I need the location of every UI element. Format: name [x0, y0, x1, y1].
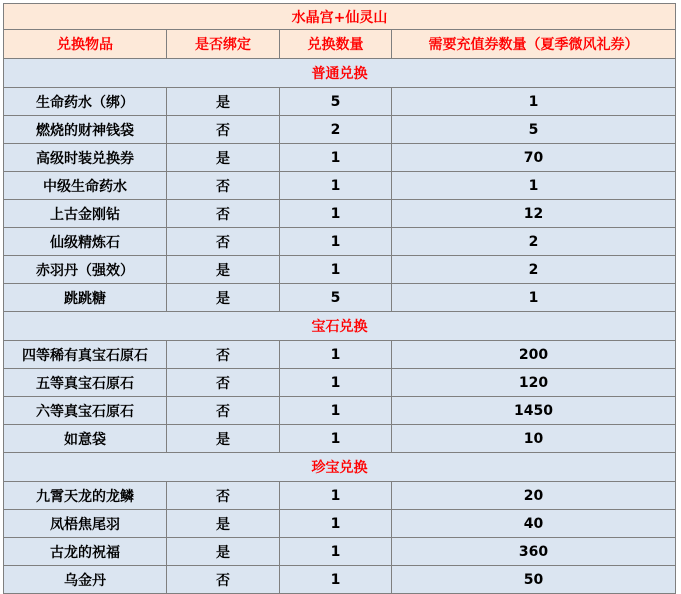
bound-cell: 是 — [167, 88, 280, 116]
item-name-cell: 仙级精炼石 — [4, 228, 167, 256]
section-row — [4, 312, 676, 341]
table-row — [4, 425, 676, 453]
voucher-cost-cell: 40 — [392, 510, 676, 538]
voucher-cost-cell: 10 — [392, 425, 676, 453]
voucher-cost-cell: 2 — [392, 256, 676, 284]
quantity-cell: 1 — [280, 482, 392, 510]
quantity-cell: 1 — [280, 538, 392, 566]
bound-cell: 是 — [167, 284, 280, 312]
header-row — [4, 30, 676, 59]
bound-cell: 是 — [167, 538, 280, 566]
table-title: 水晶宫+仙灵山 — [4, 4, 676, 30]
voucher-cost-cell: 360 — [392, 538, 676, 566]
table-row — [4, 341, 676, 369]
item-name-cell: 九霄天龙的龙鳞 — [4, 482, 167, 510]
item-name-cell: 五等真宝石原石 — [4, 369, 167, 397]
exchange-table — [3, 3, 676, 594]
bound-cell: 否 — [167, 200, 280, 228]
item-name-cell: 如意袋 — [4, 425, 167, 453]
table-row — [4, 116, 676, 144]
item-name-cell: 上古金刚钻 — [4, 200, 167, 228]
table-row — [4, 482, 676, 510]
item-name-cell: 凤梧焦尾羽 — [4, 510, 167, 538]
item-name-cell: 古龙的祝福 — [4, 538, 167, 566]
bound-cell: 否 — [167, 369, 280, 397]
section-title: 珍宝兑换 — [4, 453, 676, 482]
voucher-cost-cell: 120 — [392, 369, 676, 397]
voucher-cost-cell: 1 — [392, 284, 676, 312]
item-name-cell: 四等稀有真宝石原石 — [4, 341, 167, 369]
table-row — [4, 510, 676, 538]
quantity-cell: 2 — [280, 116, 392, 144]
section-title: 普通兑换 — [4, 59, 676, 88]
quantity-cell: 1 — [280, 369, 392, 397]
voucher-cost-cell: 50 — [392, 566, 676, 594]
quantity-cell: 1 — [280, 256, 392, 284]
voucher-cost-cell: 2 — [392, 228, 676, 256]
quantity-cell: 1 — [280, 144, 392, 172]
item-name-cell: 六等真宝石原石 — [4, 397, 167, 425]
header-bound: 是否绑定 — [167, 30, 280, 59]
quantity-cell: 1 — [280, 341, 392, 369]
quantity-cell: 1 — [280, 425, 392, 453]
table-row — [4, 88, 676, 116]
bound-cell: 否 — [167, 116, 280, 144]
table-row — [4, 200, 676, 228]
table-row — [4, 538, 676, 566]
section-title: 宝石兑换 — [4, 312, 676, 341]
voucher-cost-cell: 200 — [392, 341, 676, 369]
item-name-cell: 赤羽丹（强效） — [4, 256, 167, 284]
quantity-cell: 1 — [280, 200, 392, 228]
bound-cell: 否 — [167, 566, 280, 594]
bound-cell: 否 — [167, 397, 280, 425]
table-row — [4, 284, 676, 312]
bound-cell: 是 — [167, 425, 280, 453]
item-name-cell: 乌金丹 — [4, 566, 167, 594]
table-row — [4, 397, 676, 425]
section-row — [4, 453, 676, 482]
voucher-cost-cell: 20 — [392, 482, 676, 510]
voucher-cost-cell: 5 — [392, 116, 676, 144]
voucher-cost-cell: 70 — [392, 144, 676, 172]
header-quantity: 兑换数量 — [280, 30, 392, 59]
table-row — [4, 172, 676, 200]
quantity-cell: 5 — [280, 284, 392, 312]
quantity-cell: 1 — [280, 510, 392, 538]
bound-cell: 否 — [167, 228, 280, 256]
table-row — [4, 566, 676, 594]
quantity-cell: 1 — [280, 172, 392, 200]
bound-cell: 是 — [167, 144, 280, 172]
bound-cell: 是 — [167, 510, 280, 538]
item-name-cell: 燃烧的财神钱袋 — [4, 116, 167, 144]
bound-cell: 否 — [167, 482, 280, 510]
bound-cell: 否 — [167, 172, 280, 200]
quantity-cell: 5 — [280, 88, 392, 116]
voucher-cost-cell: 1 — [392, 88, 676, 116]
bound-cell: 是 — [167, 256, 280, 284]
quantity-cell: 1 — [280, 566, 392, 594]
table-row — [4, 256, 676, 284]
voucher-cost-cell: 1 — [392, 172, 676, 200]
bound-cell: 否 — [167, 341, 280, 369]
table-body — [4, 4, 676, 594]
header-item: 兑换物品 — [4, 30, 167, 59]
section-row — [4, 59, 676, 88]
title-row — [4, 4, 676, 30]
table-row — [4, 144, 676, 172]
item-name-cell: 高级时装兑换券 — [4, 144, 167, 172]
quantity-cell: 1 — [280, 397, 392, 425]
header-voucher-cost: 需要充值券数量（夏季微风礼券） — [392, 30, 676, 59]
table-row — [4, 369, 676, 397]
quantity-cell: 1 — [280, 228, 392, 256]
item-name-cell: 跳跳糖 — [4, 284, 167, 312]
voucher-cost-cell: 1450 — [392, 397, 676, 425]
table-row — [4, 228, 676, 256]
item-name-cell: 生命药水（绑） — [4, 88, 167, 116]
item-name-cell: 中级生命药水 — [4, 172, 167, 200]
voucher-cost-cell: 12 — [392, 200, 676, 228]
